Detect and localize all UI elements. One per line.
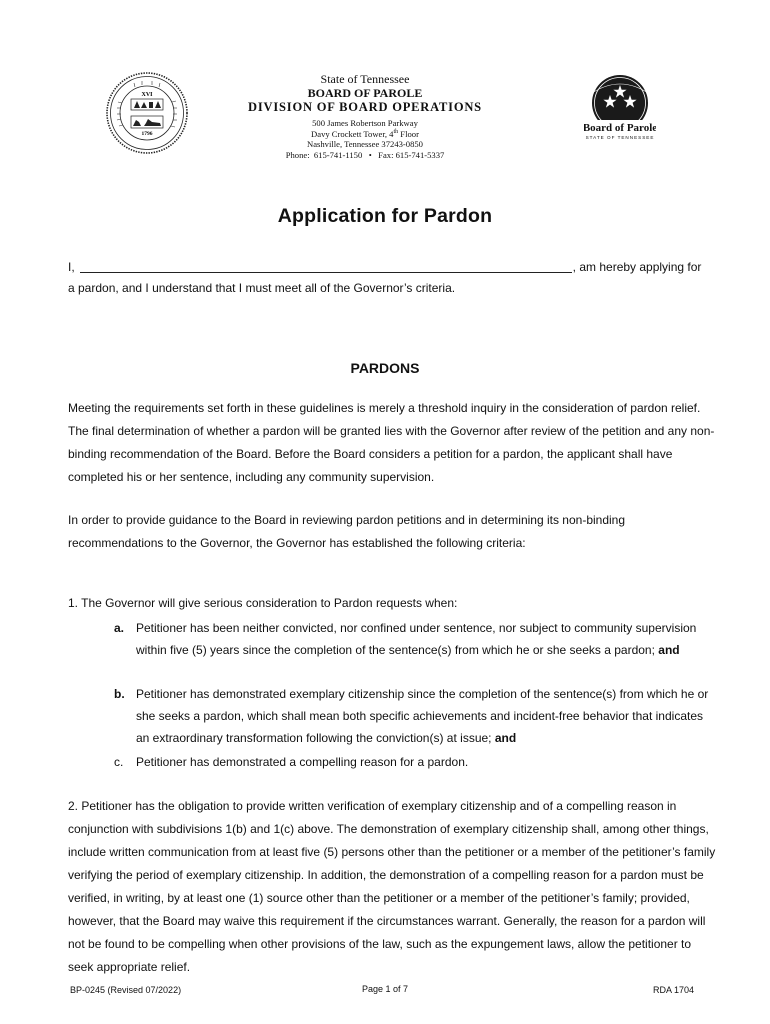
page-title: Application for Pardon [277, 205, 493, 227]
criterion-c [114, 751, 724, 773]
logo-title: Board of Parole [584, 122, 656, 134]
svg-text:XVI: XVI [141, 92, 153, 98]
logo-subtitle: STATE OF TENNESSEE [585, 135, 655, 140]
applicant-name-field[interactable] [80, 258, 572, 273]
criterion-marker: c. [114, 755, 124, 769]
criterion-marker: b. [114, 687, 125, 701]
letterhead [200, 72, 530, 160]
address-line-3: Nashville, Tennessee 37243-0850 [307, 139, 423, 149]
svg-text:1796: 1796 [141, 131, 153, 137]
board-name: BOARD OF PAROLE [307, 86, 423, 100]
criteria-intro: 1. The Governor will give serious consideration to Pardon requests when: [68, 596, 458, 610]
address-line-1: 500 James Robertson Parkway [312, 118, 418, 128]
fax-number: Fax: 615-741-5337 [378, 149, 445, 160]
criterion-b [114, 683, 724, 749]
board-of-parole-logo [584, 73, 656, 145]
phone-number: Phone: 615-741-1150 [285, 149, 363, 160]
rda-code: RDA 1704 [653, 985, 695, 995]
paragraph-verification: 2. Petitioner has the obligation to provide written verification of exemplary citizenship and of a compelling reason in conjunction with subdivisions 1(b) and 1(c) above. The demonstration of exemplary citizenship shall, among other things, include written communication from at least five (5) persons other than the petitioner or a member of the petitioner’s family verifying the period of exemplary citizenship. In addition, the demonstration of a compelling reason for a pardon must be verified, in writing, by at least one (1) source other than the petitioner or a member of the petitioner’s family; provided, however, that the Board may waive this requirement if the circumstances warrant. Generally, the reason for a pardon will not be found to be compelling when other provisions of the law, such as the expungement laws, allow the petitioner to seek appropriate relief. [68, 799, 716, 974]
phone-fax-line [200, 150, 530, 161]
address-line-2: Davy Crockett Tower, 4th Floor [311, 128, 419, 139]
state-name: State of Tennessee [320, 72, 410, 86]
section-heading: PARDONS [350, 360, 420, 376]
criterion-text: Petitioner has been neither convicted, nor confined under sentence, nor subject to community supervision within five (5) years since the completion of the sentence(s) from which he or she seeks a pardon; [136, 621, 697, 657]
page-number: Page 1 of 7 [361, 984, 409, 994]
applicant-suffix: , am hereby applying for [572, 260, 702, 274]
division-name: DIVISION OF BOARD OPERATIONS [248, 100, 482, 114]
tennessee-state-seal [106, 72, 188, 154]
applicant-line-2: a pardon, and I understand that I must meet all of the Governor’s criteria. [68, 281, 456, 295]
applicant-prefix: I, [68, 260, 75, 274]
criterion-conjunction: and [494, 731, 517, 745]
criterion-text: Petitioner has demonstrated exemplary citizenship since the completion of the sentence(s) from which he or she seeks a pardon, which shall mean both specific achievements and incident-free behavior that indicates an extraordinary transformation following the conviction(s) at issue; [136, 687, 709, 745]
separator-dot: • [368, 149, 372, 160]
form-id: BP-0245 (Revised 07/2022) [70, 985, 182, 995]
criterion-conjunction: and [658, 643, 680, 657]
criterion-a [114, 617, 724, 661]
paragraph-guidance: In order to provide guidance to the Board in reviewing pardon petitions and in determining its non-binding recommendations to the Governor, the Governor has established the following criteria: [68, 513, 626, 550]
applicant-line [68, 258, 708, 276]
paragraph-requirements: Meeting the requirements set forth in these guidelines is merely a threshold inquiry in the consideration of pardon relief. The final determination of whether a pardon will be granted lies with the Governor after review of the petition and any non-binding recommendation of the Board. Before the Board considers a petition for a pardon, the applicant shall have completed his or her sentence, including any community supervision. [68, 401, 715, 484]
criterion-text: Petitioner has demonstrated a compelling reason for a pardon. [136, 755, 469, 769]
criterion-marker: a. [114, 621, 125, 635]
